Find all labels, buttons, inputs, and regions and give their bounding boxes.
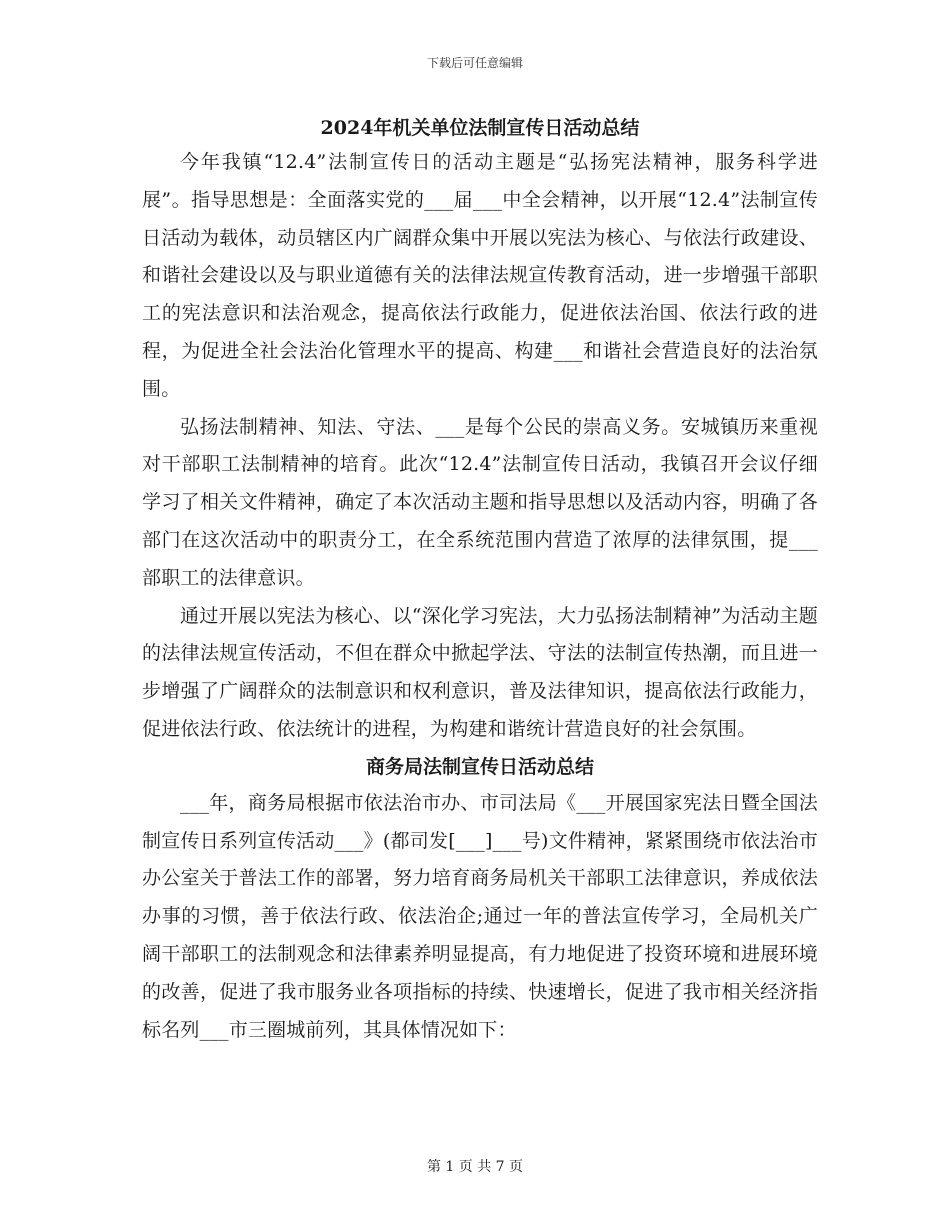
- paragraph-1: 今年我镇“12.4”法制宣传日的活动主题是“弘扬宪法精神，服务科学进展”。指导思想是：全面落实党的___届___中全会精神，以开展“12.4”法制宣传日活动为载体，动员辖区内广阔群众集中开展以宪法为核心、与依法行政建设、和谐社会建设以及与职业道德有关的法律法规宣传教育活动，进一步增强干部职工的宪法意识和法治观念，提高依法行政能力，促进依法治国、依法行政的进程，为促进全社会法治化管理水平的提高、构建___和谐社会营造良好的法治氛围。: [142, 151, 818, 400]
- header-note: 下载后可任意编辑: [426, 56, 523, 70]
- document-body: [142, 112, 818, 1049]
- section-paragraph-1: ___年，商务局根据市依法治市办、市司法局《___开展国家宪法日暨全国法制宣传日系列宣传活动___》(都司发[___]___号)文件精神，紧紧围绕市依法治市办公室关于普法工作的部署，努力培育商务局机关干部职工法律意识，养成依法办事的习惯，善于依法行政、依法治企;通过一年的普法宣传学习，全局机关广阔干部职工的法制观念和法律素养明显提高，有力地促进了投资环境和进展环境的改善，促进了我市服务业各项指标的持续、快速增长，促进了我市相关经济指标名列___市三圈城前列，其具体情况如下：: [142, 791, 818, 1041]
- section-title: 商务局法制宣传日活动总结: [365, 755, 594, 778]
- document-title: 2024年机关单位法制宣传日活动总结: [320, 117, 640, 139]
- paragraph-2: 弘扬法制精神、知法、守法、___是每个公民的崇高义务。安城镇历来重视对干部职工法制精神的培育。此次“12.4”法制宣传日活动，我镇召开会议仔细学习了相关文件精神，确定了本次活动主题和指导思想以及活动内容，明确了各部门在这次活动中的职责分工，在全系统范围内营造了浓厚的法律氛围，提___部职工的法律意识。: [142, 415, 818, 589]
- paragraph-3: 通过开展以宪法为核心、以“深化学习宪法，大力弘扬法制精神”为活动主题的法律法规宣传活动，不但在群众中掀起学法、守法的法制宣传热潮，而且进一步增强了广阔群众的法制意识和权利意识，普及法律知识，提高依法行政能力，促进依法行政、依法统计的进程，为构建和谐统计营造良好的社会氛围。: [142, 604, 818, 740]
- page-number: 第 1 页 共 7 页: [426, 1159, 524, 1175]
